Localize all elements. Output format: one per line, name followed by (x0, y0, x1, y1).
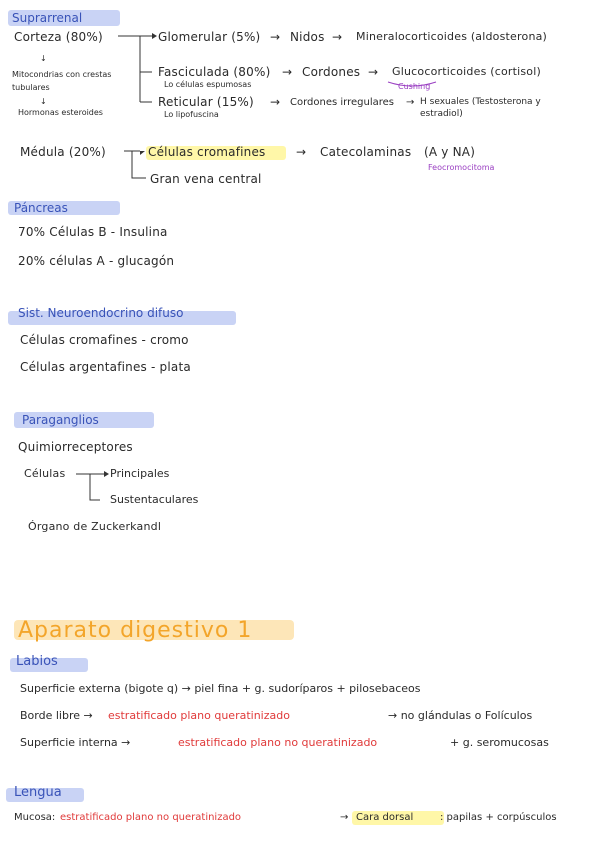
labios-interna-label: Superficie interna → (20, 736, 131, 749)
right-arrow-icon: → (282, 65, 293, 79)
right-arrow-icon: → (406, 97, 415, 108)
right-arrow-icon: → (270, 30, 281, 44)
corteza-label: Corteza (80%) (14, 30, 103, 44)
lengua-mucosa-label: Mucosa: (14, 812, 56, 823)
labios-interna-epitelio: estratificado plano no queratinizado (178, 736, 378, 749)
right-arrow-icon: → (368, 65, 379, 79)
papilas-label: : papilas + corpúsculos (440, 812, 557, 823)
reticular-cordones: Cordones irregulares (290, 97, 394, 108)
glomerular-nidos: Nidos (290, 30, 325, 44)
hormonas-note: Hormonas esteroides (18, 108, 103, 117)
glomerular-result: Mineralocorticoides (aldosterona) (356, 30, 548, 43)
labios-externa: Superficie externa (bigote q) → piel fina + g. sudoríparos + pilosebaceos (20, 682, 421, 695)
fasciculada-note: Lo células espumosas (164, 80, 252, 89)
lengua-heading: Lengua (14, 785, 62, 800)
suprarrenal-heading: Suprarrenal (12, 11, 83, 25)
catecolaminas-label: Catecolaminas (320, 145, 412, 159)
cushing-note: Cushing (398, 82, 431, 91)
right-arrow-icon: → (340, 812, 349, 823)
feocromocitoma-note: Feocromocitoma (428, 163, 495, 172)
neuro-cromafines: Células cromafines - cromo (20, 333, 189, 347)
labios-borde-result: → no glándulas o Folículos (388, 709, 533, 722)
celulas-label: Células (24, 467, 66, 480)
fasciculada-result: Glucocorticoides (cortisol) (392, 65, 541, 78)
pancreas-a: 20% células A - glucagón (18, 254, 175, 268)
labios-interna-result: + g. seromucosas (450, 736, 549, 749)
down-arrow-icon: ↓ (40, 54, 47, 63)
reticular-result: H sexuales (Testosterona y estradiol) (420, 97, 541, 119)
labios-heading: Labios (16, 654, 58, 669)
cromafines-label: Células cromafines (148, 145, 266, 159)
vena-label: Gran vena central (150, 172, 262, 186)
fasciculada-cordones: Cordones (302, 65, 361, 79)
principales-label: Principales (110, 467, 170, 480)
cara-dorsal-label: Cara dorsal (356, 812, 414, 823)
glomerular-label: Glomerular (5%) (158, 30, 261, 44)
lengua-mucosa-epitelio: estratificado plano no queratinizado (60, 812, 242, 823)
right-arrow-icon: → (270, 95, 281, 109)
down-arrow-icon: ↓ (40, 97, 47, 106)
pancreas-heading: Páncreas (14, 201, 68, 215)
fasciculada-label: Fasciculada (80%) (158, 65, 271, 79)
quimiorreceptores: Quimiorreceptores (18, 440, 133, 454)
pancreas-b: 70% Células B - Insulina (18, 225, 168, 239)
right-arrow-icon: → (332, 30, 343, 44)
paraganglios-heading: Paraganglios (22, 413, 99, 427)
labios-borde-label: Borde libre → (20, 709, 93, 722)
catecolaminas-paren: (A y NA) (424, 145, 476, 159)
labios-borde-epitelio: estratificado plano queratinizado (108, 709, 290, 722)
neuro-heading: Sist. Neuroendocrino difuso (18, 306, 184, 320)
organo-zuckerkandl: Órgano de Zuckerkandl (28, 520, 162, 533)
mitocondrias-note: Mitocondrias con crestas tubulares (12, 70, 112, 92)
right-arrow-icon: → (296, 145, 307, 159)
neuro-argentafines: Células argentafines - plata (20, 360, 191, 374)
digestivo-title: Aparato digestivo 1 (18, 618, 253, 643)
reticular-label: Reticular (15%) (158, 95, 254, 109)
sustentaculares-label: Sustentaculares (110, 493, 199, 506)
medula-label: Médula (20%) (20, 145, 106, 159)
reticular-note: Lo lipofuscina (164, 110, 219, 119)
